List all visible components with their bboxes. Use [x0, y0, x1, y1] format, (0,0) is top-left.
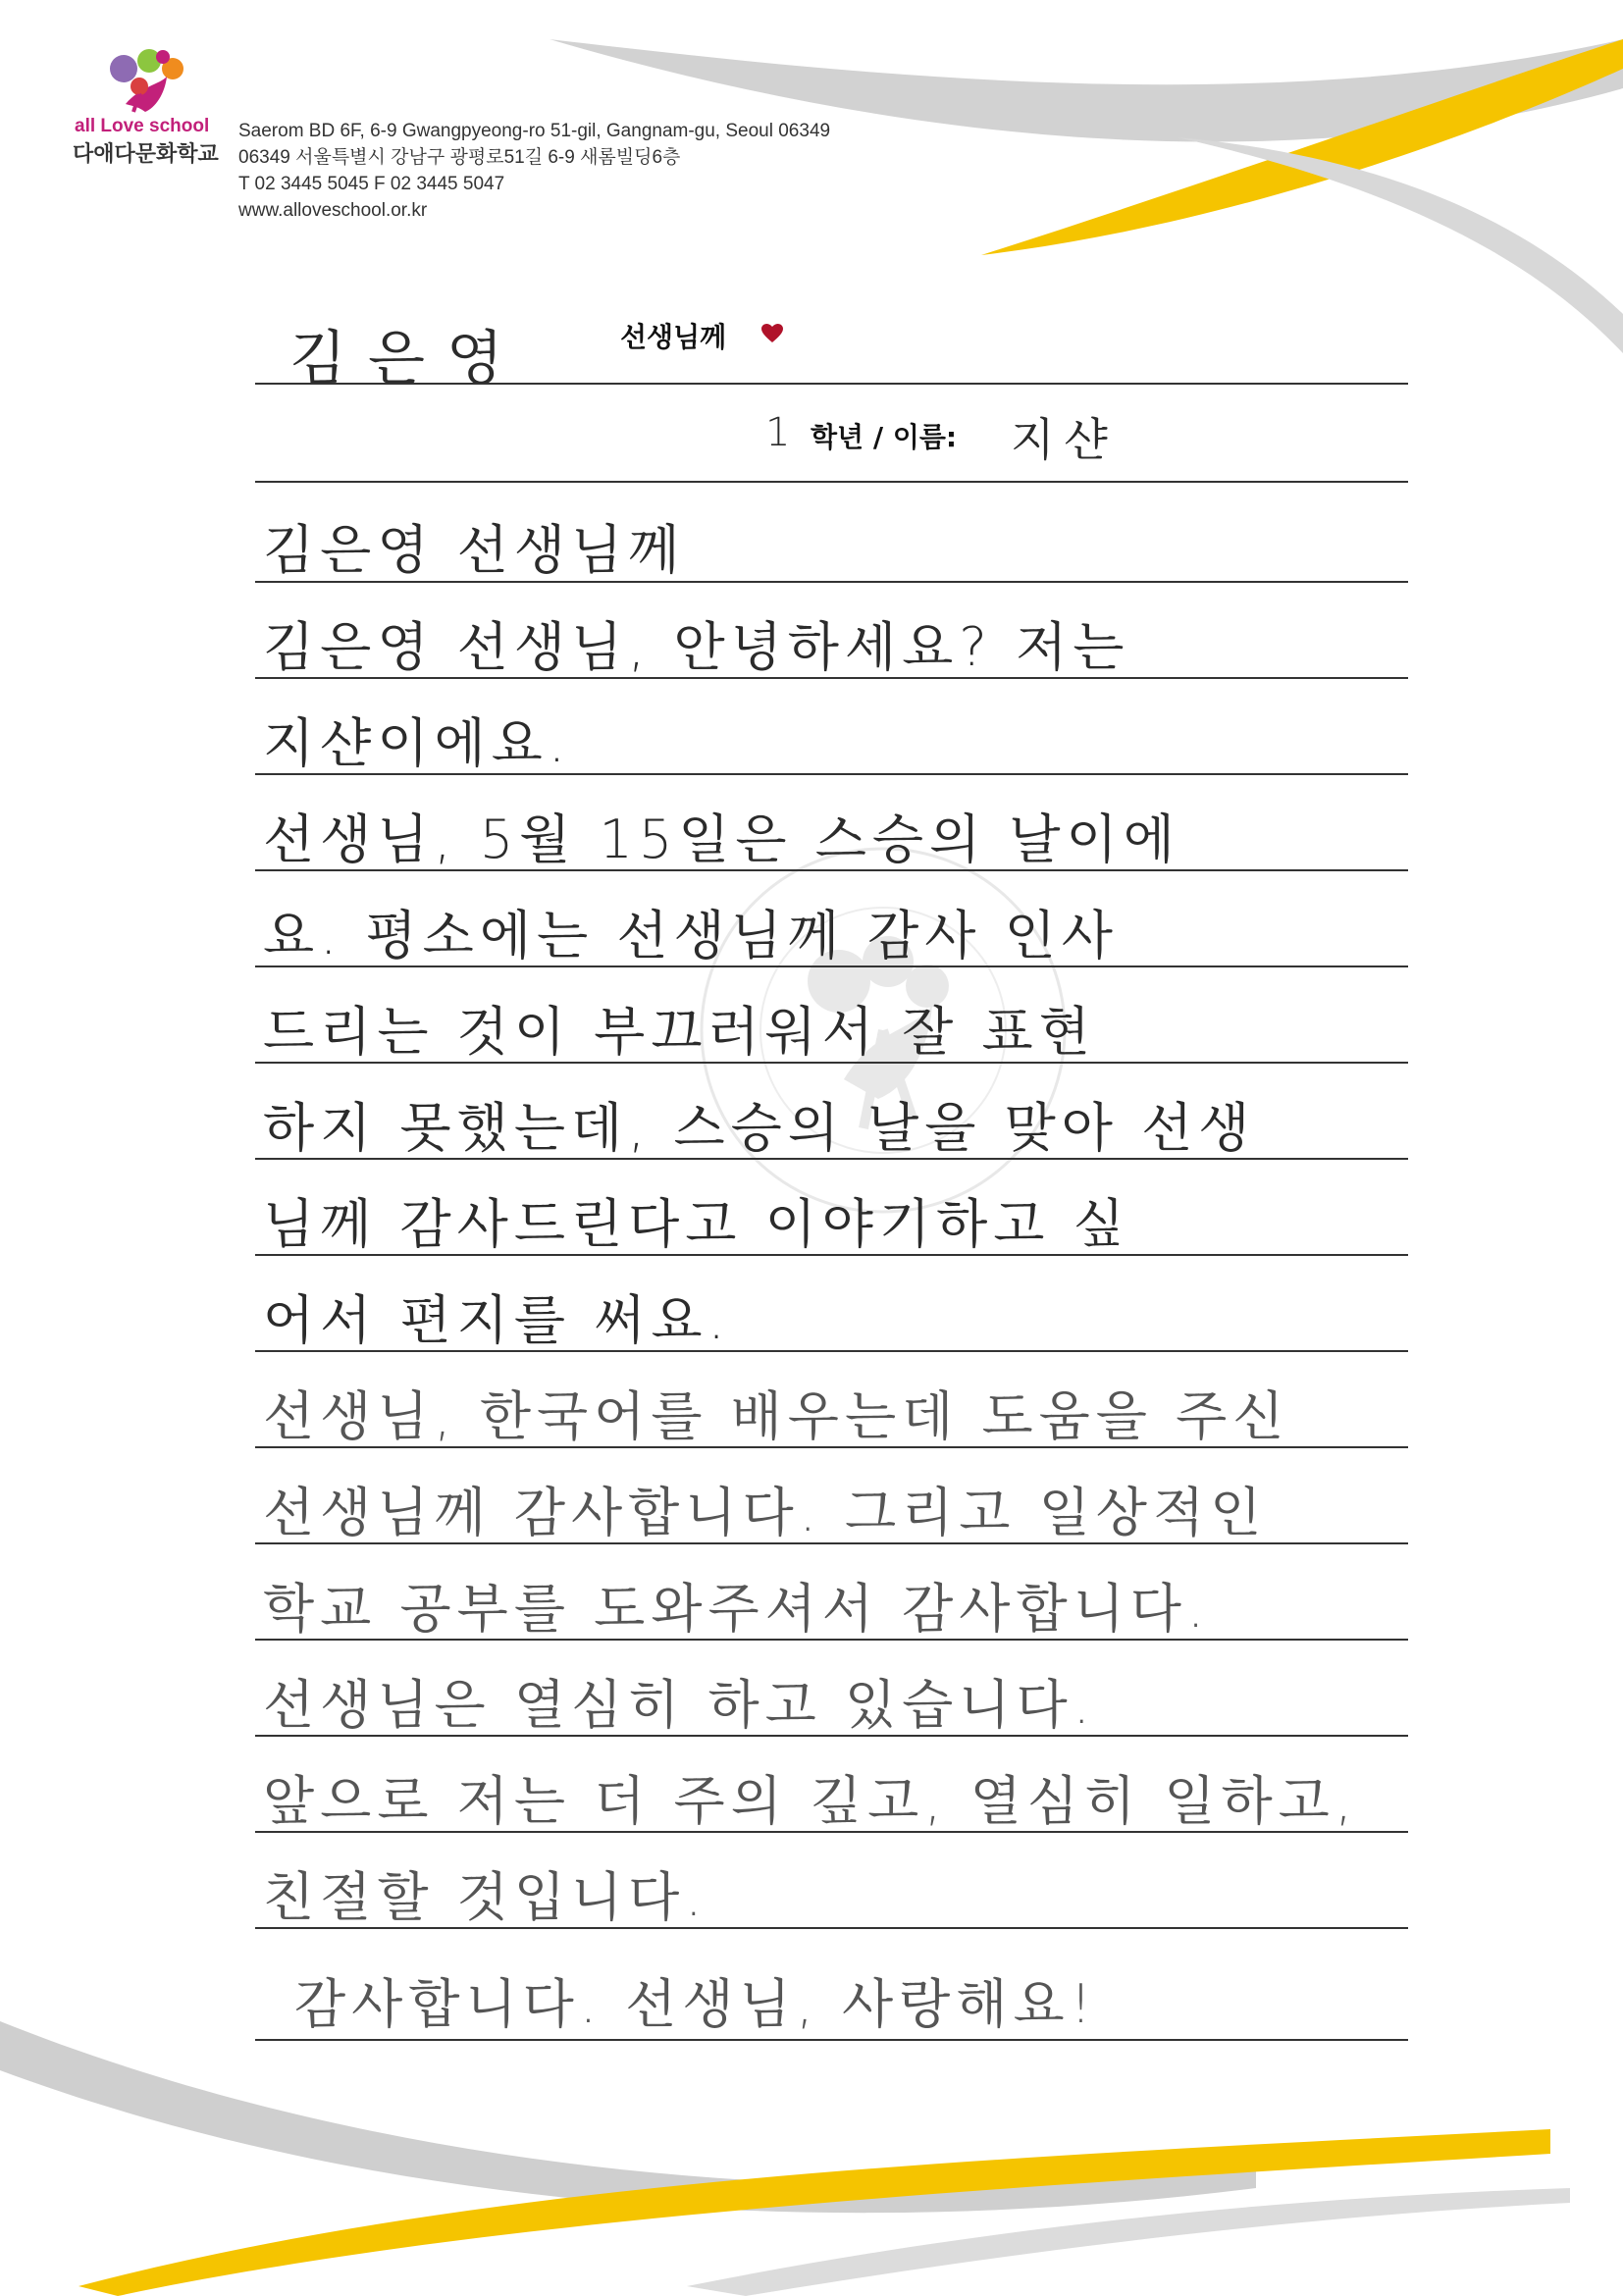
rule-line	[255, 869, 1408, 871]
school-name-ko: 다애다문화학교	[73, 142, 219, 167]
letter-line: 지샨이에요.	[263, 712, 571, 774]
letterhead-address	[238, 118, 830, 224]
grade-name-label: 학년 / 이름:	[811, 421, 958, 453]
website: www.alloveschool.or.kr	[238, 200, 428, 221]
rule-line	[255, 581, 1408, 583]
rule-line	[255, 1639, 1408, 1641]
letter-line: 앞으로 저는 더 주의 깊고, 열심히 일하고,	[263, 1770, 1358, 1832]
letter-line: 어서 편지를 써요.	[263, 1289, 731, 1351]
address-ko: 06349 서울특별시 강남구 광평로51길 6-9 새롬빌딩6층	[238, 147, 681, 168]
student-name: 지샨	[1011, 413, 1118, 466]
rule-line	[255, 1831, 1408, 1833]
letter-line: 선생님, 5월 15일은 스승의 날이에	[263, 809, 1180, 870]
salutation-teacher-name: 김은영	[289, 325, 525, 393]
letter-line: 친절할 것입니다.	[263, 1866, 708, 1928]
student-grade: 1	[765, 410, 791, 455]
rule-line	[255, 1446, 1408, 1448]
letter-line: 선생님, 한국어를 배우는데 도움을 주신	[263, 1385, 1290, 1447]
rule-line	[255, 965, 1408, 967]
letter-line: 학교 공부를 도와주셔서 감사합니다.	[263, 1578, 1211, 1640]
rule-line	[255, 1062, 1408, 1064]
rule-line	[255, 677, 1408, 679]
school-name-en: all Love school	[75, 116, 210, 136]
rule-line	[255, 1927, 1408, 1929]
heart-icon	[760, 322, 784, 345]
rule-line	[255, 1350, 1408, 1352]
address-en: Saerom BD 6F, 6-9 Gwangpyeong-ro 51-gil, Gangnam-gu, Seoul 06349	[238, 121, 831, 141]
letter-line: 김은영 선생님, 안녕하세요? 저는	[263, 616, 1130, 678]
rule-line	[255, 1735, 1408, 1737]
letter-line: 선생님께 감사합니다. 그리고 일상적인	[263, 1482, 1268, 1543]
rule-line	[255, 2039, 1408, 2041]
letter-line: 하지 못했는데, 스승의 날을 맞아 선생	[263, 1097, 1256, 1159]
letter-line: 선생님은 열심히 하고 있습니다.	[263, 1674, 1096, 1736]
letter-line: 요. 평소에는 선생님께 감사 인사	[263, 905, 1119, 966]
rule-line	[255, 773, 1408, 775]
salutation-label: 선생님께	[620, 321, 727, 353]
rule-line	[255, 1542, 1408, 1544]
phone-fax: T 02 3445 5045 F 02 3445 5047	[238, 174, 505, 194]
letter-line: 드리는 것이 부끄러워서 잘 표현	[263, 1001, 1096, 1063]
letter-line: 김은영 선생님께	[263, 519, 686, 581]
rule-line-header	[255, 383, 1408, 385]
letter-line: 감사합니다. 선생님, 사랑해요!	[294, 1973, 1098, 2035]
rule-line	[255, 1254, 1408, 1256]
rule-line-student	[255, 481, 1408, 483]
letter-line: 님께 감사드린다고 이야기하고 싶	[263, 1193, 1130, 1255]
rule-line	[255, 1158, 1408, 1160]
